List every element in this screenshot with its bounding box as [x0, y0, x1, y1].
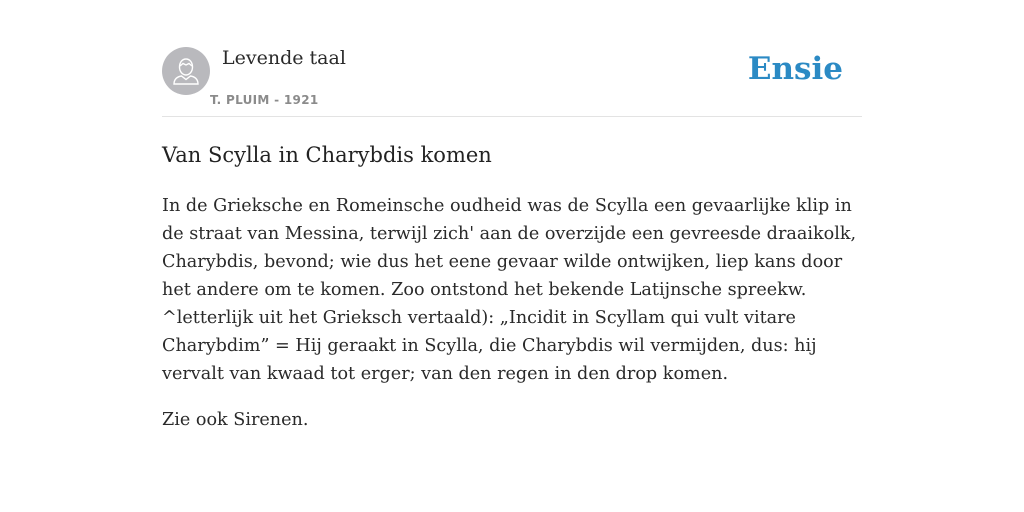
- see-also-text: Zie ook Sirenen.: [162, 410, 309, 430]
- author-byline[interactable]: T. PLUIM - 1921: [210, 93, 319, 107]
- author-avatar[interactable]: [162, 47, 210, 95]
- article-title: Van Scylla in Charybdis komen: [162, 143, 492, 167]
- ensie-logo[interactable]: Ensie: [747, 51, 843, 87]
- user-placeholder-icon: [162, 47, 210, 95]
- article-header: [162, 46, 862, 117]
- article-body: In de Grieksche en Romeinsche oudheid was de Scylla een gevaarlijke klip in de straat van Messina, terwijl zich' aan de overzijde een gevreesde draaikolk, Charybdis, bevond; wie dus het eene gevaar wilde ontwijken, liep kans door het andere om te komen. Zoo ontstond het bekende Latijnsche spreekw. ^letterlijk uit het Grieksch vertaald): „Incidit in Scyllam qui vult vitare Charybdim” = Hij geraakt in Scylla, die Charybdis wil vermijden, dus: hij vervalt van kwaad tot erger; van den regen in den drop komen.: [162, 196, 857, 384]
- category-link[interactable]: Levende taal: [222, 47, 346, 69]
